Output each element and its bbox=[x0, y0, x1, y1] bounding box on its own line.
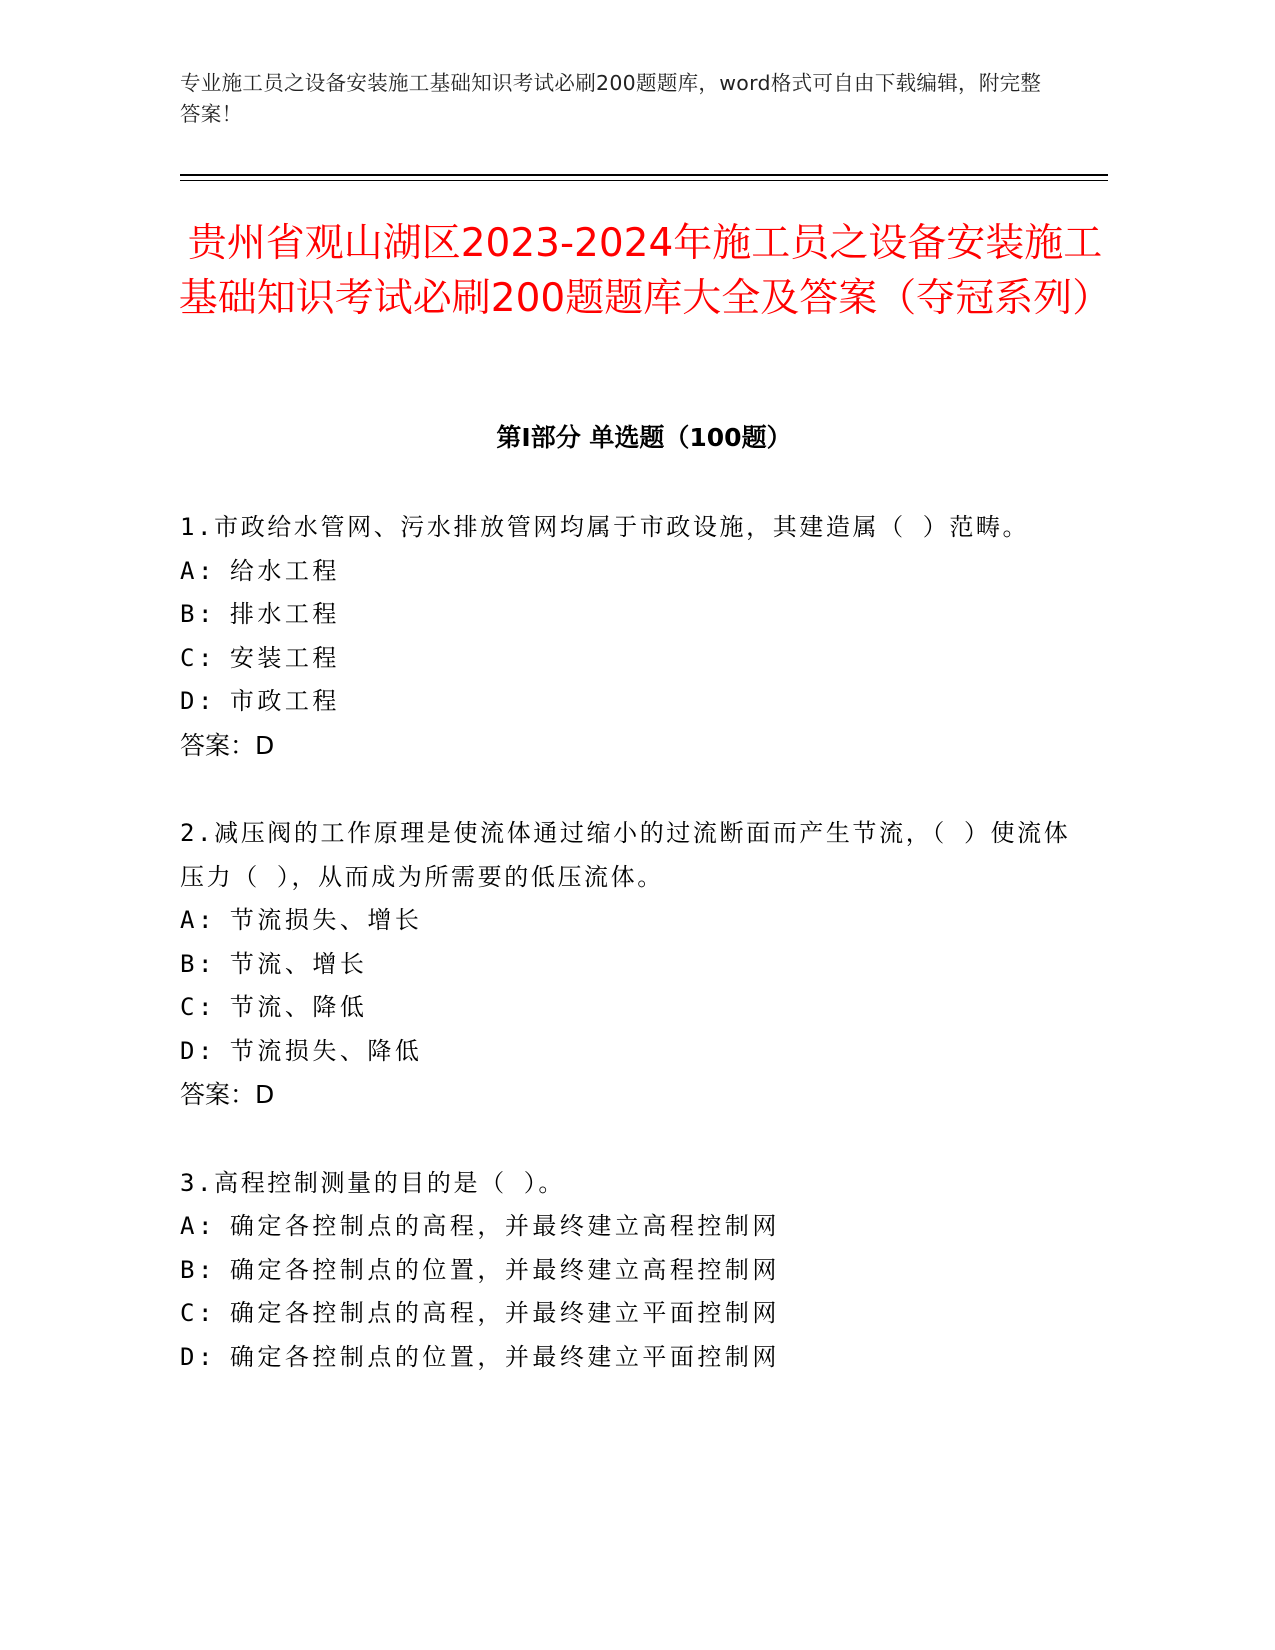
header-rule-thin bbox=[180, 180, 1108, 181]
option-text: 确定各控制点的高程，并最终建立高程控制网 bbox=[229, 1212, 780, 1240]
option-b bbox=[180, 943, 1080, 987]
option-text: 节流、降低 bbox=[229, 993, 368, 1021]
option-text: 确定各控制点的高程，并最终建立平面控制网 bbox=[229, 1299, 780, 1327]
option-key: B: bbox=[180, 1255, 216, 1284]
option-d bbox=[180, 1030, 1080, 1074]
question-2 bbox=[180, 812, 1080, 1117]
option-text: 排水工程 bbox=[229, 600, 340, 628]
option-key: C: bbox=[180, 1299, 216, 1327]
option-text: 确定各控制点的位置，并最终建立平面控制网 bbox=[229, 1342, 780, 1371]
answer: 答案：D bbox=[180, 1080, 275, 1109]
option-b bbox=[180, 593, 1080, 637]
option-key: B: bbox=[180, 949, 216, 978]
option-key: A: bbox=[180, 906, 216, 934]
question-3 bbox=[180, 1162, 1080, 1380]
question-stem: 3.高程控制测量的目的是（ ）。 bbox=[180, 1168, 565, 1197]
option-text: 节流损失、降低 bbox=[229, 1036, 423, 1065]
question-stem: 2.减压阀的工作原理是使流体通过缩小的过流断面而产生节流，（ ）使流体压力（ ），从而成为所需要的低压流体。 bbox=[180, 819, 1071, 891]
option-key: A: bbox=[180, 556, 216, 585]
option-key: D: bbox=[180, 687, 216, 715]
option-c bbox=[180, 637, 1080, 681]
question-list bbox=[180, 506, 1080, 1424]
option-key: D: bbox=[180, 1342, 216, 1371]
option-key: C: bbox=[180, 993, 216, 1021]
option-text: 市政工程 bbox=[229, 687, 340, 715]
option-a bbox=[180, 899, 1080, 943]
option-c bbox=[180, 1292, 1080, 1336]
option-key: B: bbox=[180, 600, 216, 628]
option-key: D: bbox=[180, 1036, 216, 1065]
option-text: 安装工程 bbox=[229, 643, 340, 672]
option-text: 确定各控制点的位置，并最终建立高程控制网 bbox=[229, 1255, 780, 1284]
option-b bbox=[180, 1249, 1080, 1293]
option-text: 给水工程 bbox=[229, 556, 340, 585]
option-a bbox=[180, 550, 1080, 594]
option-text: 节流、增长 bbox=[229, 949, 368, 978]
question-stem: 1.市政给水管网、污水排放管网均属于市政设施，其建造属（ ）范畴。 bbox=[180, 513, 1030, 541]
answer: 答案：D bbox=[180, 730, 275, 760]
option-d bbox=[180, 1336, 1080, 1380]
header-rule-thick bbox=[180, 174, 1108, 176]
option-a bbox=[180, 1205, 1080, 1249]
option-d bbox=[180, 680, 1080, 724]
header-note: 专业施工员之设备安装施工基础知识考试必刷200题题库，word格式可自由下载编辑，附完整答案！ bbox=[180, 71, 1042, 126]
option-key: C: bbox=[180, 643, 216, 672]
option-text: 节流损失、增长 bbox=[229, 906, 423, 934]
section-title: 第I部分 单选题（100题） bbox=[496, 423, 792, 452]
document-title: 贵州省观山湖区2023-2024年施工员之设备安装施工基础知识考试必刷200题题库大全及答案（夺冠系列） bbox=[178, 221, 1112, 321]
option-c bbox=[180, 986, 1080, 1030]
option-key: A: bbox=[180, 1212, 216, 1240]
question-1 bbox=[180, 506, 1080, 767]
